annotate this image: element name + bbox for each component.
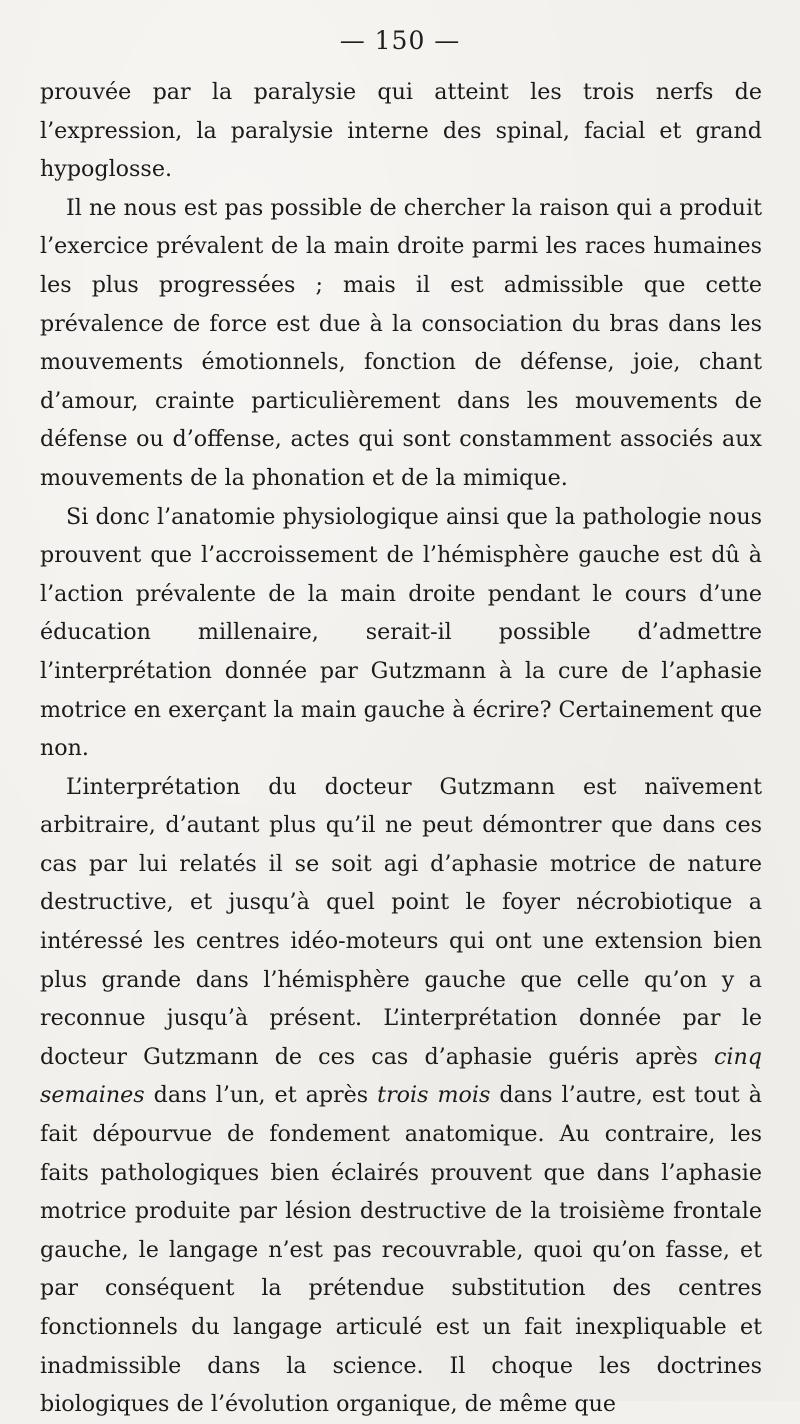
text-segment: Si donc l’anatomie physiologique ainsi que la pathologie nous prouvent que l’accroissement de l’hémisphère gauche est dû à l’action prévalente de la main droite pendant le cours d’une éducation millenaire, serait-il possible d’admettre l’interprétation donnée par Gutzmann à la cure de l’aphasie motrice en exerçant la main gauche à écrire? Certainement que non. xyxy=(40,503,762,762)
paragraph xyxy=(40,768,762,1424)
italic-text-segment: trois mois xyxy=(377,1082,491,1109)
text-segment: Il ne nous est pas possible de chercher la raison qui a produit l’exercice prévalent de la main droite parmi les races humaines les plus progressées ; mais il est admissible que cette prévalence de force est due à la consociation du bras dans les mouvements émotionnels, fonction de défense, joie, chant d’amour, crainte particulièrement dans les mouvements de défense ou d’offense, actes qui sont constamment associés aux mouvements de la phonation et de la mimique. xyxy=(40,194,762,491)
text-segment: prouvée par la paralysie qui atteint les trois nerfs de l’expression, la paralysie interne des spinal, facial et grand hypoglosse. xyxy=(40,79,762,183)
text-segment: dans l’un, et après xyxy=(144,1082,378,1109)
text-segment: L’interprétation du docteur Gutzmann est naïvement arbitraire, d’autant plus qu’il ne peut démontrer que dans ces cas par lui relatés il se soit agi d’aphasie motrice de nature destructive, et jusqu’à quel point le foyer nécrobiotique a intéressé les centres idéo-moteurs qui ont une extension bien plus grande dans l’hémisphère gauche que celle qu’on y a reconnue jusqu’à présent. L’interprétation donnée par le docteur Gutzmann de ces cas d’aphasie guéris après xyxy=(40,773,762,1070)
page-number: — 150 — xyxy=(339,26,461,55)
italic-text-segment: cinq semaines xyxy=(40,1043,762,1109)
paragraph xyxy=(40,498,762,768)
body-text xyxy=(40,73,762,1424)
text-segment: dans l’autre, est tout à fait dépourvue de fondement anatomique. Au contraire, les faits pathologiques bien éclairés prouvent que dans l’aphasie motrice produite par lésion destructive de la troisième frontale gauche, le langage n’est pas recouvrable, quoi qu’on fasse, et par conséquent la prétendue substitution des centres fonctionnels du langage articulé est un fait inexpliquable et inadmissible dans la science. Il choque les doctrines biologiques de l’évolution organique, de même que xyxy=(40,1082,762,1418)
paragraph xyxy=(40,189,762,498)
paragraph xyxy=(40,73,762,189)
